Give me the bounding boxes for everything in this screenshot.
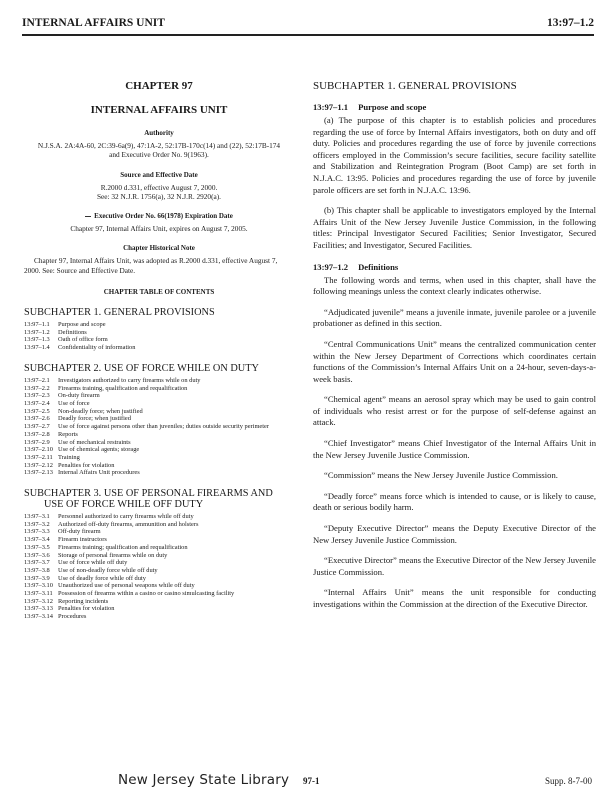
toc-entry bbox=[24, 462, 294, 470]
toc-subchapter-2: SUBCHAPTER 2. USE OF FORCE WHILE ON DUTY bbox=[24, 362, 259, 374]
left-column bbox=[24, 80, 294, 621]
toc-entry-number: 13:97–1.2 bbox=[24, 328, 50, 336]
toc-entry-title: On-duty firearm bbox=[58, 392, 100, 400]
definition-paragraph: “Chief Investigator” means Chief Investigator of the Internal Affairs Unit in the New Jersey Juvenile Justice Commission. bbox=[313, 438, 596, 460]
toc-entry bbox=[24, 582, 294, 590]
toc-entry bbox=[24, 385, 294, 393]
toc-entry-number: 13:97–3.6 bbox=[24, 551, 50, 559]
paragraph-b: (b) This chapter shall be applicable to investigators employed by the Internal Affairs Unit of the New Jersey Juvenile Justice Commission, in the following titles: Principal Investigator Secured Facilities; Senior Investigator, Secured Facilities; and Investigator, Secured Facilities. bbox=[313, 205, 596, 250]
toc-entry-title: Oath of office form bbox=[58, 336, 108, 344]
toc-entry-number: 13:97–3.11 bbox=[24, 590, 53, 598]
toc-entry-title: Confidentiality of information bbox=[58, 344, 136, 352]
header-section: 13:97–1.2 bbox=[547, 17, 594, 29]
toc-entry-number: 13:97–3.2 bbox=[24, 520, 50, 528]
toc-entry bbox=[24, 544, 294, 552]
eo-heading-text: Executive Order No. 66(1978) Expiration Date bbox=[94, 212, 233, 221]
toc-entry-number: 13:97–3.12 bbox=[24, 597, 53, 605]
toc-entry-title: Use of force while off duty bbox=[58, 559, 128, 567]
toc-entry-number: 13:97–3.8 bbox=[24, 566, 50, 574]
toc-subchapter-3-line-1: SUBCHAPTER 3. USE OF PERSONAL FIREARMS AND bbox=[24, 488, 273, 500]
toc-entry bbox=[24, 344, 294, 352]
toc-entry bbox=[24, 329, 294, 337]
toc-entry-title: Use of mechanical restraints bbox=[58, 438, 131, 446]
definition-paragraph: “Commission” means the New Jersey Juvenile Justice Commission. bbox=[324, 470, 558, 481]
toc-entry-title: Use of deadly force while off duty bbox=[58, 574, 146, 582]
toc-entry-title: Firearm instructors bbox=[58, 536, 107, 544]
toc-entry-number: 13:97–1.1 bbox=[24, 321, 50, 329]
toc-entry-title: Firearms training, qualification and requalification bbox=[58, 384, 188, 392]
toc-entry-number: 13:97–2.5 bbox=[24, 407, 50, 415]
right-column bbox=[313, 80, 596, 620]
toc-entry bbox=[24, 559, 294, 567]
toc-entry-number: 13:97–1.3 bbox=[24, 336, 50, 344]
toc-entry-title: Investigators authorized to carry firearms while on duty bbox=[58, 376, 201, 384]
source-heading: Source and Effective Date bbox=[120, 170, 198, 179]
eo-text: Chapter 97, Internal Affairs Unit, expires on August 7, 2005. bbox=[70, 224, 248, 234]
source-line-1: R.2000 d.331, effective August 7, 2000. bbox=[100, 182, 218, 192]
toc-entry-number: 13:97–1.4 bbox=[24, 344, 50, 352]
history-heading: Chapter Historical Note bbox=[123, 244, 195, 253]
toc-entry-title: Penalties for violation bbox=[58, 461, 115, 469]
library-stamp: New Jersey State Library bbox=[118, 772, 290, 788]
toc-entry bbox=[24, 439, 294, 447]
definitions-intro: The following words and terms, when used in this chapter, shall have the following meanings unless the context clearly indicates otherwise. bbox=[313, 274, 596, 297]
toc-entry bbox=[24, 575, 294, 583]
toc-entry bbox=[24, 552, 294, 560]
chapter-title: INTERNAL AFFAIRS UNIT bbox=[90, 104, 228, 116]
section-title: Definitions bbox=[358, 261, 399, 272]
authority-heading: Authority bbox=[144, 129, 174, 137]
toc-entry bbox=[24, 613, 294, 621]
toc-entry bbox=[24, 454, 294, 462]
toc-entry-title: Non-deadly force; when justified bbox=[58, 407, 143, 415]
toc-entry-number: 13:97–3.3 bbox=[24, 528, 50, 536]
running-header bbox=[22, 16, 594, 36]
toc-entry bbox=[24, 336, 294, 344]
toc-entry bbox=[24, 446, 294, 454]
header-title: INTERNAL AFFAIRS UNIT bbox=[22, 17, 165, 29]
toc-entry-title: Procedures bbox=[58, 613, 87, 621]
toc-entry-title: Storage of personal firearms while on duty bbox=[58, 551, 168, 559]
toc-list-1 bbox=[24, 321, 294, 352]
toc-list-2 bbox=[24, 377, 294, 477]
supplement-date: Supp. 8-7-00 bbox=[545, 776, 592, 786]
toc-entry bbox=[24, 392, 294, 400]
toc-entry bbox=[24, 567, 294, 575]
toc-entry-number: 13:97–3.7 bbox=[24, 559, 50, 567]
toc-heading: CHAPTER TABLE OF CONTENTS bbox=[103, 288, 215, 297]
toc-entry bbox=[24, 598, 294, 606]
toc-subchapter-3 bbox=[24, 488, 294, 510]
toc-entry-number: 13:97–2.9 bbox=[24, 438, 50, 446]
toc-subchapter-3-line-2: USE OF FORCE WHILE OFF DUTY bbox=[44, 499, 204, 511]
toc-entry-number: 13:97–3.10 bbox=[24, 582, 53, 590]
source-line-2: See: 32 N.J.R. 1756(a), 32 N.J.R. 2920(a). bbox=[96, 191, 222, 201]
section-heading-1-2 bbox=[313, 262, 596, 272]
toc-entry-title: Definitions bbox=[58, 328, 87, 336]
definition-paragraph: “Chemical agent” means an aerosol spray which may be used to gain control of individuals who resist arrest or for the purpose of self-defense against an attack. bbox=[313, 394, 596, 428]
toc-entry bbox=[24, 521, 294, 529]
toc-entry-title: Reports bbox=[58, 430, 78, 438]
toc-entry-number: 13:97–2.8 bbox=[24, 430, 50, 438]
toc-entry-title: Unauthorized use of personal weapons while off duty bbox=[58, 582, 195, 590]
toc-entry-number: 13:97–2.12 bbox=[24, 461, 53, 469]
history-text: Chapter 97, Internal Affairs Unit, was adopted as R.2000 d.331, effective August 7, 2000. See: Source and Effective Date. bbox=[24, 256, 278, 275]
toc-entry-title: Use of force bbox=[58, 400, 90, 407]
definition-paragraph: “Deputy Executive Director” means the Deputy Executive Director of the New Jersey Juvenile Justice Commission. bbox=[313, 523, 596, 545]
toc-entry bbox=[24, 408, 294, 416]
definition-paragraph: “Executive Director” means the Executive Director of the New Jersey Juvenile Justice Commission. bbox=[313, 555, 596, 577]
definition-paragraph: “Internal Affairs Unit” means the unit responsible for conducting investigations within the Commission at the direction of the Executive Director. bbox=[313, 587, 596, 609]
definition-paragraph: “Central Communications Unit” means the centralized communication center within the New Jersey Department of Corrections which coordinates certain functions of the Commission’s Internal Affairs Unit on a 24-hour, seven-days-a-week basis. bbox=[313, 338, 596, 384]
toc-entry-title: Firearms training; qualification and requalification bbox=[58, 543, 188, 551]
section-number: 13:97–1.2 bbox=[313, 261, 349, 272]
toc-entry-number: 13:97–2.1 bbox=[24, 376, 50, 384]
toc-entry-number: 13:97–3.13 bbox=[24, 605, 53, 613]
toc-entry bbox=[24, 590, 294, 598]
toc-entry-number: 13:97–3.1 bbox=[24, 513, 50, 521]
toc-entry-number: 13:97–3.5 bbox=[24, 543, 50, 551]
toc-entry bbox=[24, 400, 294, 408]
toc-entry-number: 13:97–3.14 bbox=[24, 613, 53, 621]
toc-entry-title: Use of non-deadly force while off duty bbox=[58, 566, 158, 574]
toc-entry-title: Off-duty firearm bbox=[58, 528, 101, 536]
toc-entry-number: 13:97–2.4 bbox=[24, 400, 50, 407]
dash-mark bbox=[85, 216, 91, 217]
toc-entry bbox=[24, 431, 294, 439]
toc-entry-title: Use of force against persons other than juveniles; duties outside security perimeter bbox=[58, 423, 270, 431]
toc-entry-title: Authorized off-duty firearms, ammunition and holsters bbox=[58, 520, 199, 528]
authority-text: N.J.S.A. 2A:4A-60, 2C:39-6a(9), 47:1A-2, 52:17B-170c(14) and (22), 52:17B-174 and Executive Order No. 9(1963). bbox=[37, 141, 281, 160]
toc-entry-number: 13:97–2.7 bbox=[24, 423, 50, 431]
definition-paragraph: “Deadly force” means force which is intended to cause, or is likely to cause, death or serious bodily harm. bbox=[313, 490, 596, 513]
toc-entry-number: 13:97–3.4 bbox=[24, 536, 50, 544]
page-number: 97-1 bbox=[303, 776, 320, 786]
toc-list-3 bbox=[24, 513, 294, 621]
toc-entry-title: Possession of firearms within a casino or casino simulcasting facility bbox=[58, 590, 235, 598]
toc-entry-title: Personnel authorized to carry firearms while off duty bbox=[58, 513, 194, 521]
section-number: 13:97–1.1 bbox=[313, 102, 349, 112]
toc-entry-number: 13:97–2.6 bbox=[24, 415, 50, 423]
toc-entry bbox=[24, 513, 294, 521]
toc-entry-number: 13:97–2.13 bbox=[24, 469, 53, 477]
toc-entry-title: Use of chemical agents; storage bbox=[58, 446, 140, 454]
toc-subchapter-1: SUBCHAPTER 1. GENERAL PROVISIONS bbox=[24, 307, 215, 319]
definition-paragraph: “Adjudicated juvenile” means a juvenile inmate, juvenile parolee or a juvenile probationer as defined in this section. bbox=[313, 306, 596, 329]
toc-entry bbox=[24, 605, 294, 613]
toc-entry-number: 13:97–2.11 bbox=[24, 453, 53, 461]
toc-entry-title: Training bbox=[58, 453, 80, 461]
toc-entry-number: 13:97–2.3 bbox=[24, 392, 50, 400]
subchapter-heading: SUBCHAPTER 1. GENERAL PROVISIONS bbox=[313, 80, 517, 92]
section-title: Purpose and scope bbox=[358, 102, 427, 112]
toc-entry-title: Purpose and scope bbox=[58, 321, 106, 329]
toc-entry bbox=[24, 321, 294, 329]
section-heading-1-1 bbox=[313, 102, 596, 112]
toc-entry-title: Reporting incidents bbox=[58, 597, 109, 605]
toc-entry bbox=[24, 536, 294, 544]
toc-entry-title: Penalties for violation bbox=[58, 605, 115, 613]
toc-entry bbox=[24, 528, 294, 536]
toc-entry-title: Deadly force; when justified bbox=[58, 415, 131, 423]
toc-entry-title: Internal Affairs Unit procedures bbox=[58, 469, 140, 477]
eo-heading bbox=[24, 212, 294, 220]
toc-entry bbox=[24, 415, 294, 423]
toc-entry-number: 13:97–3.9 bbox=[24, 574, 50, 582]
toc-entry bbox=[24, 423, 294, 431]
toc-entry bbox=[24, 469, 294, 477]
toc-entry bbox=[24, 377, 294, 385]
definitions-list bbox=[313, 307, 596, 611]
paragraph-a: (a) The purpose of this chapter is to establish policies and procedures regarding the use of force by Internal Affairs investigators, both on duty and off duty. Policies and procedures regarding the use of force by juvenile corrections officers employed in the Commission’s secure facilities, secure facility satellite and Stabilization and Reintegration Program (Boot Camp) are set forth in N.J.A.C. 13:95. Policies and procedures regarding the use of force by juvenile parole officers are set forth in N.J.A.C. 13:96. bbox=[313, 115, 596, 195]
toc-entry-number: 13:97–2.2 bbox=[24, 384, 50, 392]
toc-entry-number: 13:97–2.10 bbox=[24, 446, 53, 454]
chapter-number: CHAPTER 97 bbox=[125, 80, 193, 92]
